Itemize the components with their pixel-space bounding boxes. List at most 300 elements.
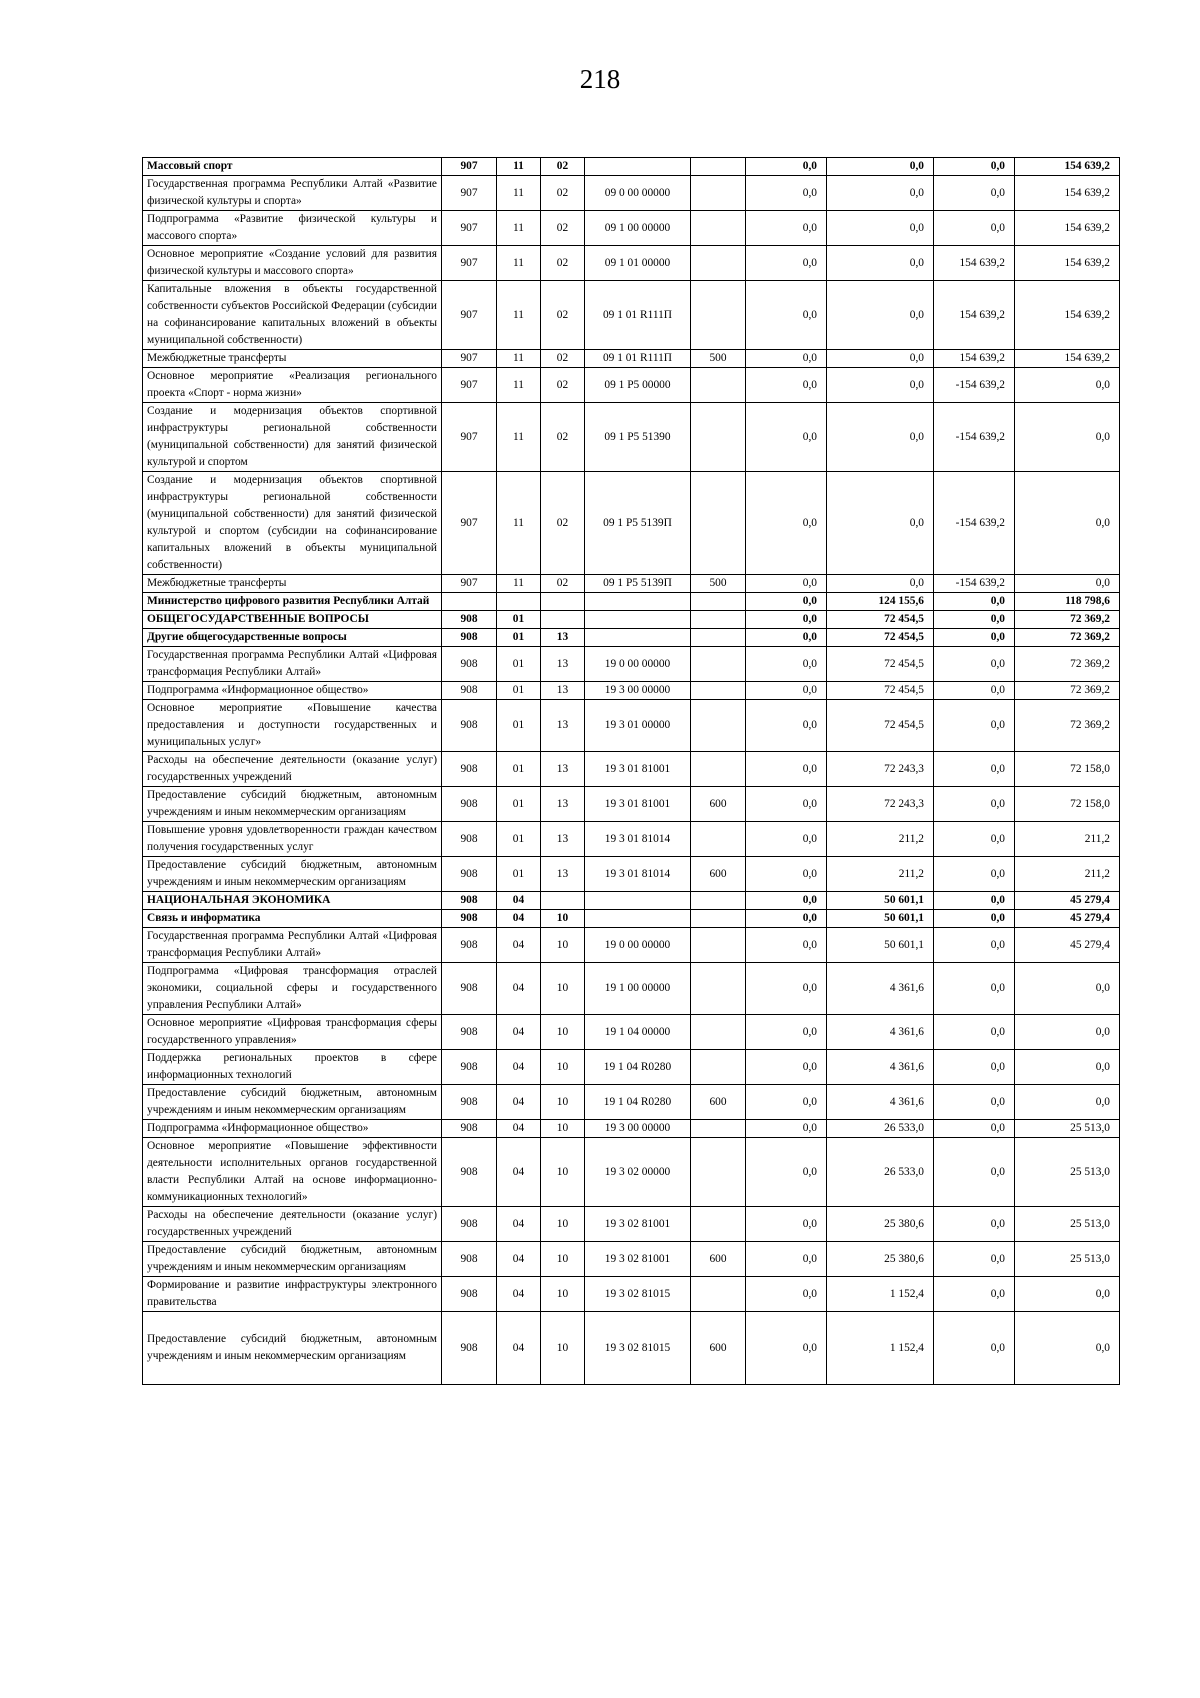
table-row (143, 752, 1120, 787)
ministry-code-cell: 907 (442, 158, 497, 176)
subsection-code-cell: 13 (541, 822, 585, 857)
amount-cell-4: 0,0 (1015, 963, 1120, 1015)
ministry-code-cell: 908 (442, 629, 497, 647)
amount-cell-4: 0,0 (1015, 472, 1120, 575)
amount-cell-2: 0,0 (827, 176, 934, 211)
name-cell: Министерство цифрового развития Республики Алтай (143, 593, 442, 611)
name-cell: Государственная программа Республики Алтай «Цифровая трансформация Республики Алтай» (143, 647, 442, 682)
expense-type-cell (691, 1207, 746, 1242)
ministry-code-cell: 907 (442, 368, 497, 403)
subsection-code-cell: 10 (541, 1138, 585, 1207)
section-code-cell: 01 (497, 700, 541, 752)
ministry-code-cell: 908 (442, 682, 497, 700)
amount-cell-2: 4 361,6 (827, 1015, 934, 1050)
subsection-code-cell (541, 611, 585, 629)
name-cell: Массовый спорт (143, 158, 442, 176)
ministry-code-cell: 907 (442, 472, 497, 575)
amount-cell-4: 0,0 (1015, 1050, 1120, 1085)
target-article-cell: 19 3 02 81015 (585, 1312, 691, 1385)
subsection-code-cell: 02 (541, 211, 585, 246)
amount-cell-3: 0,0 (934, 1050, 1015, 1085)
expense-type-cell (691, 928, 746, 963)
amount-cell-2: 211,2 (827, 857, 934, 892)
amount-cell-2: 0,0 (827, 158, 934, 176)
subsection-code-cell: 10 (541, 910, 585, 928)
subsection-code-cell: 10 (541, 1277, 585, 1312)
name-cell: Создание и модернизация объектов спортивной инфраструктуры региональной собственности (муниципальной собственности) для занятий физической культурой и спортом (субсидии на софинансирование капитальных вложений в объекты муниципальной собственности) (143, 472, 442, 575)
name-cell: Создание и модернизация объектов спортивной инфраструктуры региональной собственности (муниципальной собственности) для занятий физической культурой и спортом (143, 403, 442, 472)
expense-type-cell (691, 910, 746, 928)
name-cell: Подпрограмма «Развитие физической культуры и массового спорта» (143, 211, 442, 246)
subsection-code-cell: 13 (541, 647, 585, 682)
name-cell: Основное мероприятие «Повышение качества предоставления и доступности государственных и муниципальных услуг» (143, 700, 442, 752)
amount-cell-1: 0,0 (746, 281, 827, 350)
amount-cell-2: 1 152,4 (827, 1312, 934, 1385)
amount-cell-2: 72 454,5 (827, 647, 934, 682)
name-cell: Межбюджетные трансферты (143, 575, 442, 593)
amount-cell-1: 0,0 (746, 1120, 827, 1138)
ministry-code-cell: 907 (442, 281, 497, 350)
amount-cell-1: 0,0 (746, 575, 827, 593)
ministry-code-cell: 908 (442, 752, 497, 787)
ministry-code-cell: 908 (442, 1312, 497, 1385)
subsection-code-cell: 02 (541, 158, 585, 176)
ministry-code-cell: 908 (442, 1242, 497, 1277)
name-cell: ОБЩЕГОСУДАРСТВЕННЫЕ ВОПРОСЫ (143, 611, 442, 629)
table-row (143, 1312, 1120, 1385)
name-cell: Связь и информатика (143, 910, 442, 928)
amount-cell-1: 0,0 (746, 1207, 827, 1242)
section-code-cell: 04 (497, 892, 541, 910)
subsection-code-cell: 10 (541, 963, 585, 1015)
expense-type-cell (691, 752, 746, 787)
amount-cell-3: 0,0 (934, 629, 1015, 647)
target-article-cell: 19 0 00 00000 (585, 647, 691, 682)
expense-type-cell (691, 822, 746, 857)
expense-type-cell: 600 (691, 857, 746, 892)
amount-cell-3: -154 639,2 (934, 472, 1015, 575)
name-cell: Повышение уровня удовлетворенности граждан качеством получения государственных услуг (143, 822, 442, 857)
amount-cell-2: 0,0 (827, 472, 934, 575)
amount-cell-2: 72 243,3 (827, 787, 934, 822)
amount-cell-3: 154 639,2 (934, 350, 1015, 368)
table-row (143, 575, 1120, 593)
amount-cell-3: 0,0 (934, 1120, 1015, 1138)
target-article-cell: 19 3 01 81014 (585, 857, 691, 892)
amount-cell-4: 0,0 (1015, 1015, 1120, 1050)
amount-cell-2: 72 454,5 (827, 700, 934, 752)
target-article-cell: 09 1 P5 5139П (585, 575, 691, 593)
subsection-code-cell: 02 (541, 246, 585, 281)
ministry-code-cell: 908 (442, 892, 497, 910)
expense-type-cell (691, 1277, 746, 1312)
amount-cell-1: 0,0 (746, 963, 827, 1015)
target-article-cell: 19 3 02 81001 (585, 1207, 691, 1242)
amount-cell-2: 4 361,6 (827, 1085, 934, 1120)
target-article-cell: 19 3 01 81001 (585, 787, 691, 822)
amount-cell-3: 0,0 (934, 158, 1015, 176)
name-cell: Государственная программа Республики Алтай «Развитие физической культуры и спорта» (143, 176, 442, 211)
target-article-cell: 19 3 01 81001 (585, 752, 691, 787)
target-article-cell (585, 158, 691, 176)
table-row (143, 1277, 1120, 1312)
amount-cell-3: -154 639,2 (934, 575, 1015, 593)
amount-cell-1: 0,0 (746, 700, 827, 752)
amount-cell-1: 0,0 (746, 1277, 827, 1312)
amount-cell-2: 4 361,6 (827, 963, 934, 1015)
section-code-cell: 04 (497, 1138, 541, 1207)
target-article-cell: 19 1 04 R0280 (585, 1050, 691, 1085)
subsection-code-cell: 13 (541, 857, 585, 892)
amount-cell-1: 0,0 (746, 752, 827, 787)
name-cell: Государственная программа Республики Алтай «Цифровая трансформация Республики Алтай» (143, 928, 442, 963)
amount-cell-4: 0,0 (1015, 368, 1120, 403)
name-cell: Предоставление субсидий бюджетным, автономным учреждениям и иным некоммерческим организациям (143, 857, 442, 892)
table-row (143, 1085, 1120, 1120)
amount-cell-2: 0,0 (827, 403, 934, 472)
amount-cell-4: 72 369,2 (1015, 629, 1120, 647)
section-code-cell: 01 (497, 611, 541, 629)
amount-cell-1: 0,0 (746, 787, 827, 822)
section-code-cell: 11 (497, 246, 541, 281)
amount-cell-3: 0,0 (934, 682, 1015, 700)
amount-cell-4: 72 369,2 (1015, 682, 1120, 700)
target-article-cell: 09 1 01 R111П (585, 350, 691, 368)
expense-type-cell (691, 1120, 746, 1138)
table-row (143, 963, 1120, 1015)
amount-cell-1: 0,0 (746, 158, 827, 176)
subsection-code-cell: 10 (541, 1050, 585, 1085)
amount-cell-3: 0,0 (934, 700, 1015, 752)
target-article-cell: 19 3 02 81001 (585, 1242, 691, 1277)
subsection-code-cell: 10 (541, 1312, 585, 1385)
table-row (143, 1242, 1120, 1277)
expense-type-cell (691, 682, 746, 700)
amount-cell-1: 0,0 (746, 1085, 827, 1120)
amount-cell-1: 0,0 (746, 822, 827, 857)
target-article-cell: 09 1 01 00000 (585, 246, 691, 281)
expense-type-cell (691, 892, 746, 910)
amount-cell-4: 72 369,2 (1015, 647, 1120, 682)
subsection-code-cell: 13 (541, 700, 585, 752)
target-article-cell: 19 3 01 00000 (585, 700, 691, 752)
ministry-code-cell: 908 (442, 1085, 497, 1120)
subsection-code-cell (541, 593, 585, 611)
expense-type-cell (691, 1138, 746, 1207)
amount-cell-1: 0,0 (746, 403, 827, 472)
amount-cell-3: 0,0 (934, 211, 1015, 246)
subsection-code-cell: 02 (541, 176, 585, 211)
table-row (143, 281, 1120, 350)
amount-cell-3: 0,0 (934, 963, 1015, 1015)
amount-cell-4: 154 639,2 (1015, 158, 1120, 176)
table-row (143, 158, 1120, 176)
amount-cell-1: 0,0 (746, 1242, 827, 1277)
target-article-cell: 09 1 P5 51390 (585, 403, 691, 472)
amount-cell-1: 0,0 (746, 682, 827, 700)
subsection-code-cell: 13 (541, 682, 585, 700)
amount-cell-4: 154 639,2 (1015, 176, 1120, 211)
ministry-code-cell: 908 (442, 611, 497, 629)
target-article-cell: 09 1 00 00000 (585, 211, 691, 246)
amount-cell-3: -154 639,2 (934, 368, 1015, 403)
expense-type-cell (691, 593, 746, 611)
amount-cell-4: 154 639,2 (1015, 246, 1120, 281)
section-code-cell: 01 (497, 822, 541, 857)
ministry-code-cell: 907 (442, 350, 497, 368)
ministry-code-cell: 908 (442, 700, 497, 752)
section-code-cell: 04 (497, 1312, 541, 1385)
amount-cell-4: 211,2 (1015, 857, 1120, 892)
table-row (143, 857, 1120, 892)
section-code-cell: 04 (497, 1015, 541, 1050)
amount-cell-3: 154 639,2 (934, 281, 1015, 350)
target-article-cell: 09 1 01 R111П (585, 281, 691, 350)
section-code-cell (497, 593, 541, 611)
name-cell: Основное мероприятие «Создание условий для развития физической культуры и массового спорта» (143, 246, 442, 281)
table-row (143, 350, 1120, 368)
amount-cell-2: 0,0 (827, 368, 934, 403)
amount-cell-1: 0,0 (746, 892, 827, 910)
amount-cell-1: 0,0 (746, 368, 827, 403)
name-cell: Другие общегосударственные вопросы (143, 629, 442, 647)
target-article-cell (585, 910, 691, 928)
amount-cell-2: 72 454,5 (827, 611, 934, 629)
amount-cell-2: 72 454,5 (827, 682, 934, 700)
amount-cell-4: 45 279,4 (1015, 892, 1120, 910)
table-row (143, 647, 1120, 682)
table-row (143, 611, 1120, 629)
amount-cell-4: 72 158,0 (1015, 787, 1120, 822)
amount-cell-3: 0,0 (934, 647, 1015, 682)
amount-cell-1: 0,0 (746, 928, 827, 963)
subsection-code-cell (541, 892, 585, 910)
amount-cell-4: 0,0 (1015, 403, 1120, 472)
expense-type-cell (691, 158, 746, 176)
section-code-cell: 01 (497, 682, 541, 700)
amount-cell-2: 26 533,0 (827, 1120, 934, 1138)
section-code-cell: 01 (497, 857, 541, 892)
ministry-code-cell: 908 (442, 647, 497, 682)
table-row (143, 892, 1120, 910)
page-number: 218 (579, 64, 621, 94)
expense-type-cell (691, 368, 746, 403)
amount-cell-2: 0,0 (827, 246, 934, 281)
name-cell: Подпрограмма «Информационное общество» (143, 682, 442, 700)
expense-type-cell: 600 (691, 1312, 746, 1385)
table-row (143, 1120, 1120, 1138)
table-row (143, 1207, 1120, 1242)
amount-cell-3: 0,0 (934, 1312, 1015, 1385)
table-row (143, 368, 1120, 403)
name-cell: Основное мероприятие «Повышение эффективности деятельности исполнительных органов государственной власти Республики Алтай на основе информационно-коммуникационных технологий» (143, 1138, 442, 1207)
target-article-cell: 19 3 02 81015 (585, 1277, 691, 1312)
table-row (143, 682, 1120, 700)
expense-type-cell (691, 472, 746, 575)
amount-cell-4: 25 513,0 (1015, 1138, 1120, 1207)
subsection-code-cell: 02 (541, 472, 585, 575)
target-article-cell (585, 892, 691, 910)
amount-cell-1: 0,0 (746, 1050, 827, 1085)
ministry-code-cell: 907 (442, 246, 497, 281)
amount-cell-2: 0,0 (827, 350, 934, 368)
amount-cell-4: 45 279,4 (1015, 928, 1120, 963)
table-row (143, 910, 1120, 928)
expense-type-cell (691, 1015, 746, 1050)
section-code-cell: 04 (497, 1277, 541, 1312)
name-cell: Капитальные вложения в объекты государственной собственности субъектов Российской Федерации (субсидии на софинансирование капитальных вложений в объекты муниципальной собственности) (143, 281, 442, 350)
amount-cell-3: 0,0 (934, 928, 1015, 963)
ministry-code-cell: 908 (442, 963, 497, 1015)
amount-cell-1: 0,0 (746, 629, 827, 647)
amount-cell-1: 0,0 (746, 857, 827, 892)
subsection-code-cell: 02 (541, 368, 585, 403)
expense-type-cell (691, 647, 746, 682)
amount-cell-1: 0,0 (746, 593, 827, 611)
amount-cell-1: 0,0 (746, 246, 827, 281)
name-cell: Предоставление субсидий бюджетным, автономным учреждениям и иным некоммерческим организациям (143, 1312, 442, 1385)
section-code-cell: 04 (497, 1242, 541, 1277)
table-row (143, 1050, 1120, 1085)
expense-type-cell (691, 700, 746, 752)
expense-type-cell (691, 403, 746, 472)
ministry-code-cell: 907 (442, 403, 497, 472)
amount-cell-4: 154 639,2 (1015, 350, 1120, 368)
name-cell: Подпрограмма «Цифровая трансформация отраслей экономики, социальной сферы и государственного управления Республики Алтай» (143, 963, 442, 1015)
ministry-code-cell (442, 593, 497, 611)
table-row (143, 246, 1120, 281)
ministry-code-cell: 908 (442, 1015, 497, 1050)
ministry-code-cell: 908 (442, 928, 497, 963)
amount-cell-3: 0,0 (934, 892, 1015, 910)
table-row (143, 928, 1120, 963)
name-cell: Межбюджетные трансферты (143, 350, 442, 368)
target-article-cell (585, 593, 691, 611)
amount-cell-4: 211,2 (1015, 822, 1120, 857)
ministry-code-cell: 907 (442, 211, 497, 246)
amount-cell-2: 25 380,6 (827, 1242, 934, 1277)
target-article-cell: 09 1 P5 5139П (585, 472, 691, 575)
target-article-cell: 19 3 02 00000 (585, 1138, 691, 1207)
table-row (143, 593, 1120, 611)
ministry-code-cell: 908 (442, 1120, 497, 1138)
target-article-cell: 19 3 00 00000 (585, 1120, 691, 1138)
amount-cell-3: 0,0 (934, 1207, 1015, 1242)
subsection-code-cell: 02 (541, 403, 585, 472)
expense-type-cell (691, 281, 746, 350)
section-code-cell: 11 (497, 575, 541, 593)
amount-cell-2: 50 601,1 (827, 910, 934, 928)
amount-cell-3: 154 639,2 (934, 246, 1015, 281)
amount-cell-4: 0,0 (1015, 1312, 1120, 1385)
amount-cell-3: 0,0 (934, 611, 1015, 629)
expense-type-cell (691, 211, 746, 246)
name-cell: Предоставление субсидий бюджетным, автономным учреждениям и иным некоммерческим организациям (143, 1242, 442, 1277)
subsection-code-cell: 10 (541, 1207, 585, 1242)
amount-cell-4: 0,0 (1015, 1085, 1120, 1120)
amount-cell-1: 0,0 (746, 176, 827, 211)
table-row (143, 1138, 1120, 1207)
amount-cell-1: 0,0 (746, 350, 827, 368)
name-cell: Основное мероприятие «Цифровая трансформация сферы государственного управления» (143, 1015, 442, 1050)
ministry-code-cell: 907 (442, 176, 497, 211)
amount-cell-4: 0,0 (1015, 1277, 1120, 1312)
section-code-cell: 11 (497, 281, 541, 350)
subsection-code-cell: 10 (541, 1242, 585, 1277)
amount-cell-3: 0,0 (934, 1138, 1015, 1207)
amount-cell-4: 72 369,2 (1015, 700, 1120, 752)
target-article-cell: 19 3 01 81014 (585, 822, 691, 857)
amount-cell-1: 0,0 (746, 611, 827, 629)
amount-cell-4: 154 639,2 (1015, 281, 1120, 350)
section-code-cell: 01 (497, 647, 541, 682)
amount-cell-1: 0,0 (746, 1138, 827, 1207)
section-code-cell: 04 (497, 1120, 541, 1138)
amount-cell-2: 1 152,4 (827, 1277, 934, 1312)
section-code-cell: 11 (497, 403, 541, 472)
amount-cell-3: -154 639,2 (934, 403, 1015, 472)
name-cell: Формирование и развитие инфраструктуры электронного правительства (143, 1277, 442, 1312)
amount-cell-2: 72 243,3 (827, 752, 934, 787)
amount-cell-3: 0,0 (934, 1242, 1015, 1277)
amount-cell-2: 50 601,1 (827, 928, 934, 963)
ministry-code-cell: 908 (442, 787, 497, 822)
subsection-code-cell: 10 (541, 928, 585, 963)
subsection-code-cell: 02 (541, 350, 585, 368)
amount-cell-4: 25 513,0 (1015, 1242, 1120, 1277)
table-row (143, 629, 1120, 647)
amount-cell-3: 0,0 (934, 910, 1015, 928)
section-code-cell: 04 (497, 963, 541, 1015)
amount-cell-1: 0,0 (746, 647, 827, 682)
name-cell: Предоставление субсидий бюджетным, автономным учреждениям и иным некоммерческим организациям (143, 787, 442, 822)
expense-type-cell: 600 (691, 1242, 746, 1277)
expense-type-cell (691, 176, 746, 211)
section-code-cell: 04 (497, 1085, 541, 1120)
amount-cell-4: 154 639,2 (1015, 211, 1120, 246)
amount-cell-1: 0,0 (746, 910, 827, 928)
subsection-code-cell: 13 (541, 752, 585, 787)
amount-cell-4: 45 279,4 (1015, 910, 1120, 928)
expense-type-cell: 600 (691, 787, 746, 822)
expense-type-cell (691, 246, 746, 281)
target-article-cell (585, 629, 691, 647)
name-cell: Расходы на обеспечение деятельности (оказание услуг) государственных учреждений (143, 1207, 442, 1242)
name-cell: Расходы на обеспечение деятельности (оказание услуг) государственных учреждений (143, 752, 442, 787)
ministry-code-cell: 908 (442, 1050, 497, 1085)
subsection-code-cell: 10 (541, 1085, 585, 1120)
budget-table (142, 157, 1120, 1385)
ministry-code-cell: 908 (442, 1277, 497, 1312)
subsection-code-cell: 02 (541, 281, 585, 350)
name-cell: Основное мероприятие «Реализация регионального проекта «Спорт - норма жизни» (143, 368, 442, 403)
target-article-cell: 19 0 00 00000 (585, 928, 691, 963)
section-code-cell: 04 (497, 1050, 541, 1085)
section-code-cell: 11 (497, 211, 541, 246)
amount-cell-3: 0,0 (934, 1015, 1015, 1050)
expense-type-cell: 500 (691, 575, 746, 593)
ministry-code-cell: 908 (442, 857, 497, 892)
amount-cell-4: 25 513,0 (1015, 1120, 1120, 1138)
table-row (143, 1015, 1120, 1050)
expense-type-cell: 600 (691, 1085, 746, 1120)
amount-cell-1: 0,0 (746, 1312, 827, 1385)
amount-cell-2: 0,0 (827, 211, 934, 246)
target-article-cell (585, 611, 691, 629)
section-code-cell: 11 (497, 176, 541, 211)
target-article-cell: 19 3 00 00000 (585, 682, 691, 700)
amount-cell-2: 124 155,6 (827, 593, 934, 611)
